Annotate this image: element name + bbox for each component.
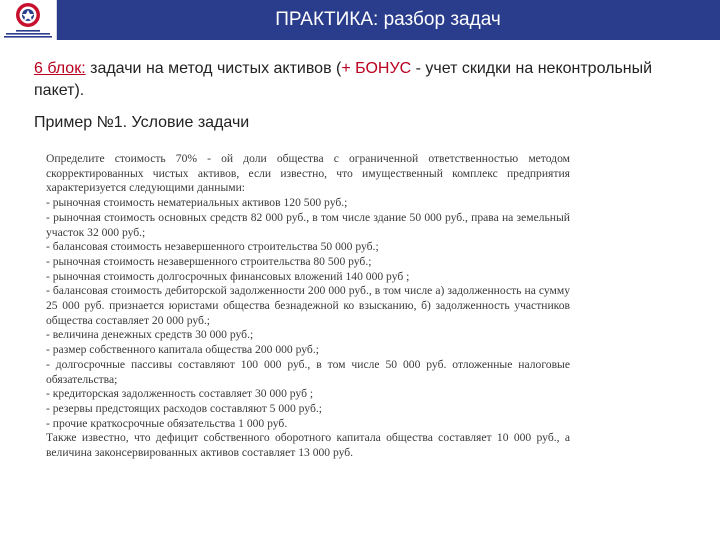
- task-line: Также известно, что дефицит собственного оборотного капитала общества составляет 10 000 руб., а величина законсервированных активов составляет 13 000 руб.: [46, 431, 570, 460]
- task-line: - рыночная стоимость основных средств 82 000 руб., в том числе здание 50 000 руб., права на земельный участок 32 000 руб.;: [46, 210, 570, 239]
- emblem-icon: [13, 2, 43, 28]
- task-line: - балансовая стоимость незавершенного строительства 50 000 руб.;: [46, 240, 379, 254]
- example-title: Пример №1. Условие задачи: [34, 114, 250, 131]
- task-line: - рыночная стоимость долгосрочных финансовых вложений 140 000 руб ;: [46, 269, 410, 283]
- task-line: - рыночная стоимость нематериальных активов 120 500 руб.;: [46, 196, 348, 210]
- block-heading: [34, 58, 704, 102]
- logo-caption-mark: [2, 29, 54, 39]
- task-line: - балансовая стоимость дебиторской задолженности 200 000 руб., в том числе а) задолженность на сумму 25 000 руб. признается юристами общества безнадежной ко взысканию, б) задолженность участников общества составляет 20 000 руб.;: [46, 284, 570, 327]
- task-line: - рыночная стоимость незавершенного строительства 80 500 руб.;: [46, 254, 372, 268]
- task-line: Определите стоимость 70% - ой доли общества с ограниченной ответственностью методом скорректированных чистых активов, если известно, что имущественный комплекс предприятия характеризуется следующими данными:: [46, 152, 570, 195]
- bonus-label: + БОНУС: [341, 60, 412, 77]
- task-line: - резервы предстоящих расходов составляют 5 000 руб.;: [46, 401, 322, 415]
- block-text-after: - учет скидки на неконтрольный пакет).: [34, 60, 653, 99]
- block-text-before: задачи на метод чистых активов (: [85, 60, 342, 77]
- task-conditions: [46, 152, 570, 461]
- task-line: - размер собственного капитала общества 200 000 руб.;: [46, 343, 319, 357]
- task-line: - величина денежных средств 30 000 руб.;: [46, 328, 254, 342]
- header-bar: [0, 0, 720, 40]
- task-line: - прочие краткосрочные обязательства 1 000 руб.: [46, 416, 288, 430]
- task-line: - долгосрочные пассивы составляют 100 000 руб., в том числе 50 000 руб. отложенные налоговые обязательства;: [46, 357, 570, 386]
- university-logo: [0, 0, 57, 40]
- block-label: 6 блок:: [34, 60, 86, 77]
- task-line: - кредиторская задолженность составляет 30 000 руб ;: [46, 387, 314, 401]
- slide-title: ПРАКТИКА: разбор задач: [275, 9, 501, 30]
